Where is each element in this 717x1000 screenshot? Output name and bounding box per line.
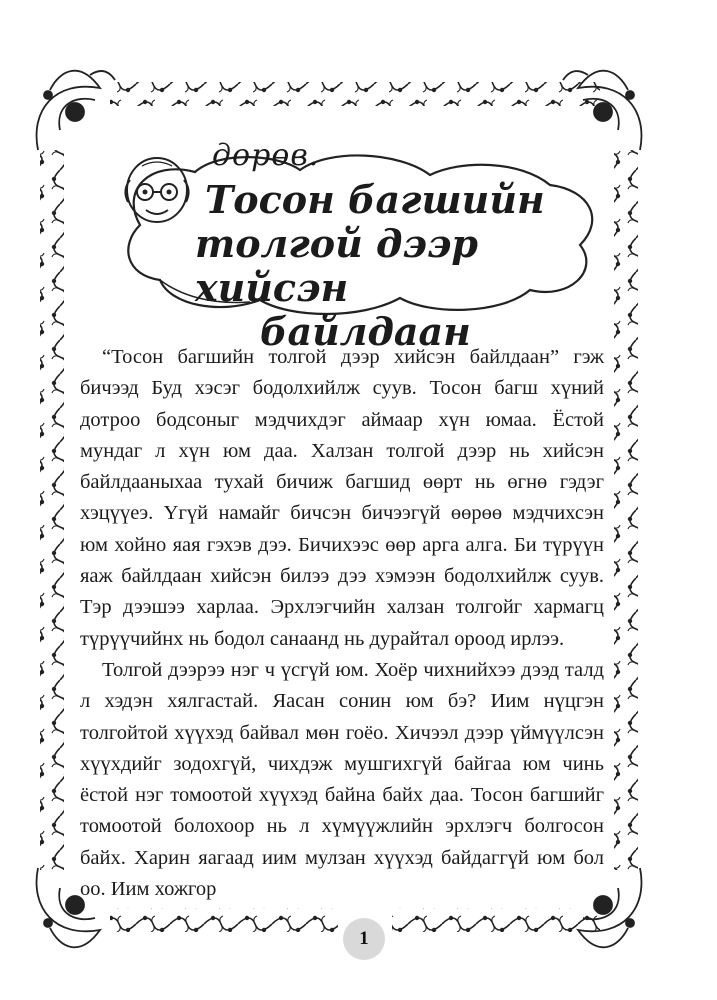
page-number: 1 bbox=[343, 918, 385, 960]
paragraph: “Тосон багшийн толгой дээр хийсэн байлдаан” гэж бичээд Буд хэсэг бодолхийлж суув. Тосон багш хүний дотроо бодсоныг мэдчихдэг аймаар хүн юмаа. Ёстой мундаг л хүн юм даа. Халзан толгой дээр нь хийсэн байлдааныхаа тухай бичиж багшид өөрт нь өгнө гэдэг хэцүүеэ. Үгүй намайг бичсэн бичээгүй өөрөө мэдчихсэн юм хойно яая гэхэв дээ. Бичихээс өөр арга алга. Би түрүүн яаж байлдаан хийсэн билээ дээ хэмээн бодолхийлж суув. Тэр дээшээ харлаа. Эрхлэгчийн халзан толгойг хармагц түрүүчийнх нь бодол санаанд нь дурайтал ороод ирлээ. bbox=[80, 346, 604, 650]
chapter-title-line: Тосон багшийн bbox=[205, 177, 545, 222]
chapter-title-line: байлдаан bbox=[260, 309, 471, 354]
paragraph: Толгой дээрээ нэг ч үсгүй юм. Хоёр чихнийхээ дээд талд л хэдэн хялгастай. Яасан сонин юм бэ? Иим нүцгэн толгойтой хүүхэд байвал мөн гоёо. Хичээл дээр үймүүлсэн хүүхдийг зодохгүй, чихдэж мушгихгүй байгаа юм чинь ёстой нэг томоотой хүүхэд байна байх даа. Тосон багшийг томоотой болохоор нь л хүмүүжлийн эрхлэгч болгосон байх. Харин яагаад иим мулзан хүүхэд байдаггүй юм бол оо. Иим хожгор bbox=[80, 658, 604, 901]
body-text bbox=[80, 342, 604, 905]
chapter-title bbox=[195, 178, 585, 354]
chapter-title-line: толгой дээр хийсэн bbox=[195, 221, 478, 310]
chapter-number-label: дорөв. bbox=[212, 138, 320, 173]
bald-teacher-caricature-icon bbox=[112, 150, 202, 230]
chapter-header bbox=[100, 130, 610, 354]
